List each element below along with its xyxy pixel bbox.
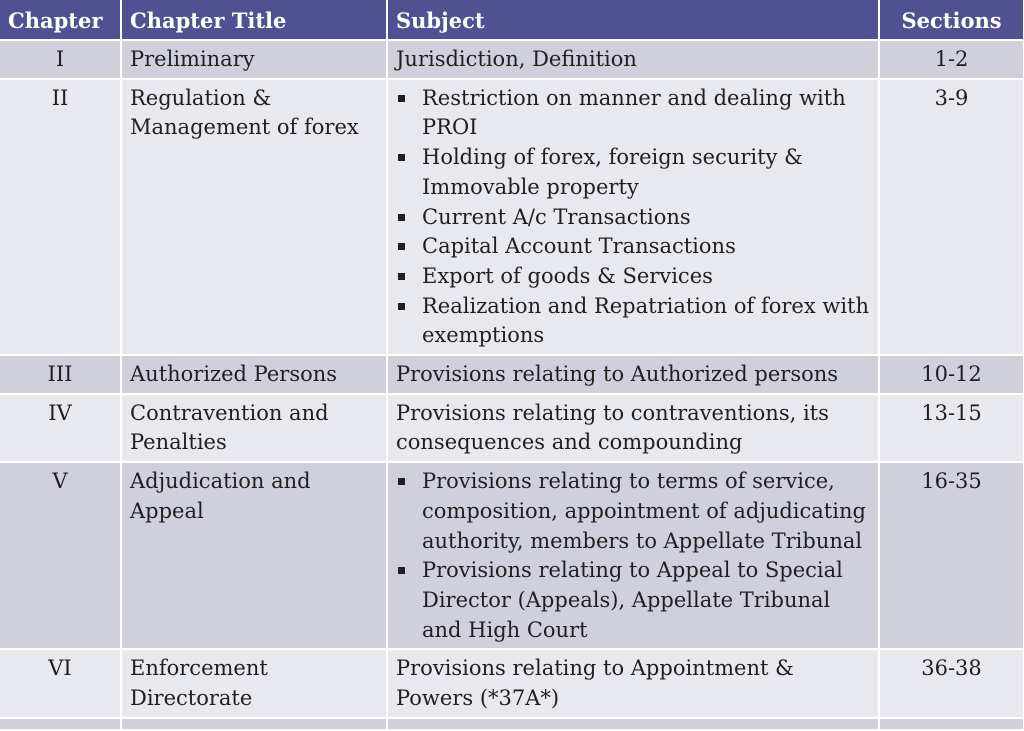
subject-cell (387, 462, 879, 649)
list-item (422, 232, 870, 262)
list-item-text: Export of goods & Services (422, 263, 713, 288)
square-bullet-icon (398, 95, 405, 102)
list-item (422, 143, 870, 202)
square-bullet-icon (398, 567, 405, 574)
list-item-text: Holding of forex, foreign security & Immovable property (422, 145, 803, 199)
chapter-title-cell: Enforcement Directorate (121, 649, 387, 717)
chapter-title-cell: Adjudication and Appeal (121, 462, 387, 649)
list-item (422, 84, 870, 143)
header-chapter-title: Chapter Title (121, 0, 387, 40)
square-bullet-icon (398, 214, 405, 221)
header-sections: Sections (879, 0, 1024, 40)
subject-list (396, 467, 870, 645)
square-bullet-icon (398, 154, 405, 161)
subject-cell (387, 79, 879, 355)
table-row (0, 79, 1024, 355)
sections-cell: 13-15 (879, 394, 1024, 462)
subject-cell: Provisions relating to Appointment & Powers (*37A*) (387, 649, 879, 717)
subject-cell: Provisions relating to contraventions, its consequences and compounding (387, 394, 879, 462)
sections-cell: 1-2 (879, 40, 1024, 79)
list-item (422, 556, 870, 645)
subject-cell: Provisions relating to Authorized persons (387, 355, 879, 394)
chapter-title-cell: Regulation & Management of forex (121, 79, 387, 355)
list-item-text: Capital Account Transactions (422, 234, 736, 259)
square-bullet-icon (398, 243, 405, 250)
list-item-text: Realization and Repatriation of forex with exemptions (422, 293, 869, 348)
table-row (0, 462, 1024, 649)
square-bullet-icon (398, 478, 405, 485)
header-row (0, 0, 1024, 40)
subject-cell: Jurisdiction, Definition (387, 40, 879, 79)
list-item-text: Provisions relating to Appeal to Special Director (Appeals), Appellate Tribunal and High Court (422, 558, 843, 642)
chapter-cell: IV (0, 394, 121, 462)
chapter-cell: III (0, 355, 121, 394)
chapter-title-cell: Contravention and Penalties (121, 394, 387, 462)
header-chapter: Chapter (0, 0, 121, 40)
sections-cell: 36-38 (879, 649, 1024, 717)
chapter-cell: I (0, 40, 121, 79)
list-item-text: Current A/c Transactions (422, 204, 691, 229)
list-item-text: Provisions relating to terms of service, composition, appointment of adjudicating authority, members to Appellate Tribunal (422, 469, 866, 553)
chapter-cell: II (0, 79, 121, 355)
chapter-cell: VI (0, 649, 121, 717)
subject-list (396, 84, 870, 351)
square-bullet-icon (398, 303, 405, 310)
chapter-cell: V (0, 462, 121, 649)
list-item-text: Restriction on manner and dealing with PROI (422, 85, 846, 140)
list-item (422, 292, 870, 351)
header-subject: Subject (387, 0, 879, 40)
list-item (422, 262, 870, 292)
chapter-title-cell: Authorized Persons (121, 355, 387, 394)
sections-cell: 3-9 (879, 79, 1024, 355)
list-item (422, 203, 870, 233)
sections-cell: 16-35 (879, 462, 1024, 649)
square-bullet-icon (398, 273, 405, 280)
chapter-title-cell: Preliminary (121, 40, 387, 79)
table-row (0, 355, 1024, 394)
list-item (422, 467, 870, 556)
table-row (0, 40, 1024, 79)
sections-cell: 10-12 (879, 355, 1024, 394)
table-row (0, 394, 1024, 462)
table-row (0, 649, 1024, 717)
